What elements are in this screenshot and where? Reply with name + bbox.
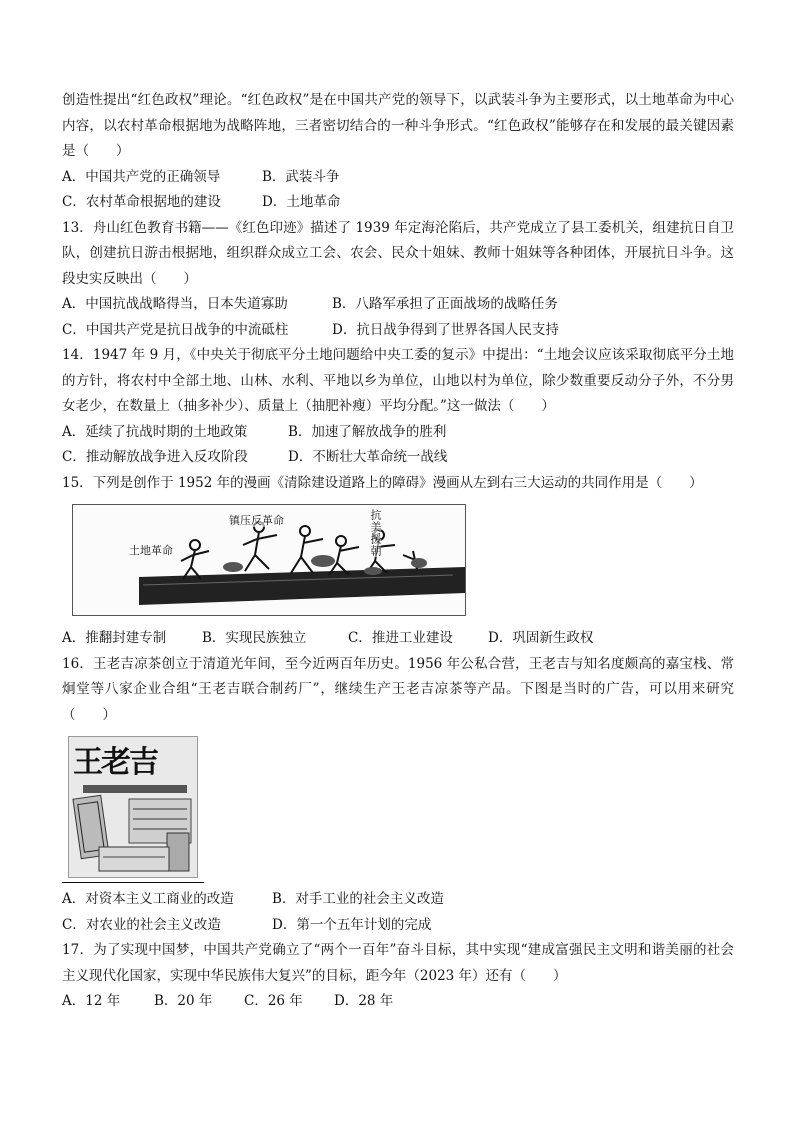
q12-option-a[interactable]: A．中国共产党的正确领导	[62, 168, 221, 185]
q16-option-c[interactable]: C．对农业的社会主义改造	[62, 916, 221, 933]
cartoon-label-resist-us-aid-korea: 抗美援朝	[369, 509, 382, 557]
q15-option-b[interactable]: B．实现民族独立	[202, 630, 307, 646]
q13-option-a[interactable]: A．中国抗战战略得当，日本失道寡助	[62, 296, 288, 312]
q12-options-row1	[62, 165, 734, 191]
advertisement-image	[68, 736, 198, 878]
q14-stem: 14．1947 年 9 月，《中央关于彻底平分土地问题给中央工委的复示》中提出：“土地会议应该采取彻底平分土地的方针，将农村中全部土地、山林、水利、平地以乡为单位，山地以村为单位，除少数重要反动分子外，不分男女老少，在数量上（抽多补少）、质量上（抽肥补瘦）平均分配。”这一做法（ ）	[62, 347, 734, 414]
ad-drawing	[69, 737, 197, 877]
q16-option-a[interactable]: A．对资本主义工商业的改造	[62, 891, 234, 907]
exam-page	[62, 88, 734, 1015]
q16-option-b[interactable]: B．对手工业的社会主义改造	[272, 891, 444, 907]
divider-line	[62, 882, 204, 883]
q12-stem: 创造性提出“红色政权”理论。“红色政权”是在中国共产党的领导下，以武装斗争为主要形式，以土地革命为中心内容，以农村革命根据地为战略阵地，三者密切结合的一种斗争形式。“红色政权”能够存在和发展的最关键因素是（ ）	[62, 92, 734, 159]
q12-option-d[interactable]: D．土地革命	[262, 194, 341, 210]
q15-option-d[interactable]: D．巩固新生政权	[488, 630, 594, 646]
q13-option-b[interactable]: B．八路军承担了正面战场的战略任务	[332, 296, 558, 312]
q13-stem: 13．舟山红色教育书籍——《红色印迹》描述了 1939 年定海沦陷后，共产党成立了县工委机关，组建抗日自卫队，创建抗日游击根据地，组织群众成立工会、农会、民众十姐妹、教师十姐妹等各种团体，开展抗日斗争。这段史实反映出（ ）	[62, 219, 734, 287]
q12-options-row2	[62, 190, 734, 216]
cartoon-image	[72, 504, 466, 616]
q14-options-row2	[62, 445, 734, 471]
q14-option-c[interactable]: C．推动解放战争进入反攻阶段	[62, 449, 248, 465]
q12-option-c[interactable]: C．农村革命根据地的建设	[62, 194, 221, 210]
q17-option-a[interactable]: A．12 年	[62, 993, 121, 1009]
q16-option-d[interactable]: D．第一个五年计划的完成	[272, 916, 432, 933]
q14-option-d[interactable]: D．不断壮大革命统一战线	[288, 449, 448, 465]
q15-option-a[interactable]: A．推翻封建专制	[62, 630, 167, 646]
q13-option-c[interactable]: C．中国共产党是抗日战争的中流砥柱	[62, 321, 289, 338]
ad-brand: 王老吉	[73, 745, 157, 780]
q17-option-b[interactable]: B．20 年	[154, 993, 213, 1009]
q14-option-b[interactable]: B．加速了解放战争的胜利	[288, 423, 447, 440]
q14-options-row1	[62, 420, 734, 446]
q15-option-c[interactable]: C．推进工业建设	[348, 630, 453, 646]
q17-option-d[interactable]: D．28 年	[334, 993, 394, 1009]
q15-stem: 15．下列是创作于 1952 年的漫画《清除建设道路上的障碍》漫画从左到右三大运动的共同作用是（ ）	[62, 474, 703, 491]
q16-options-row2	[62, 913, 734, 939]
q15-options-row	[62, 626, 734, 652]
q13-option-d[interactable]: D．抗日战争得到了世界各国人民支持	[332, 321, 559, 338]
q17-options-row	[62, 989, 734, 1015]
q16-options-row1	[62, 887, 734, 913]
q17-stem: 17．为了实现中国梦，中国共产党确立了“两个一百年”奋斗目标，其中实现“建成富强民主文明和谐美丽的社会主义现代化国家，实现中华民族伟大复兴”的目标，距今年（2023 年）还有（ ）	[62, 942, 734, 984]
q12-option-b[interactable]: B．武装斗争	[262, 168, 340, 185]
cartoon-label-suppress-counterrevolution: 镇压反革命	[229, 514, 284, 527]
q15-figure	[72, 504, 734, 616]
q16-stem: 16．王老吉凉茶创立于清道光年间，至今近两百年历史。1956 年公私合营，王老吉与知名度颇高的嘉宝栈、常炯堂等八家企业合组“王老吉联合制药厂”，继续生产王老吉凉茶等产品。下图是当时的广告，可以用来研究（ ）	[62, 655, 734, 723]
q14-option-a[interactable]: A．延续了抗战时期的土地政策	[62, 423, 248, 440]
q13-options-row1	[62, 292, 734, 318]
cartoon-label-land-reform: 土地革命	[129, 544, 173, 557]
q17-option-c[interactable]: C．26 年	[244, 993, 303, 1009]
q13-options-row2	[62, 318, 734, 344]
